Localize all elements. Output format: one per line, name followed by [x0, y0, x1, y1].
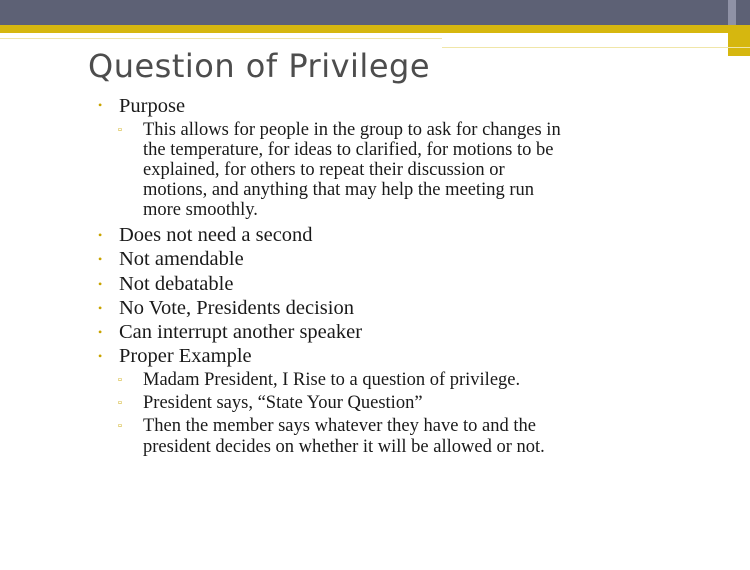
bullet-icon: •	[98, 277, 103, 291]
sub-list-item-line: the temperature, for ideas to clarified, for motions to be	[143, 140, 554, 160]
sub-list-item-line: more smoothly.	[143, 200, 258, 220]
sub-list-item-line: president decides on whether it will be allowed or not.	[143, 437, 545, 457]
list-item: Does not need a second	[119, 224, 313, 246]
list-item: Proper Example	[119, 345, 252, 367]
sub-bullet-icon: ▫	[118, 124, 122, 136]
list-item: Can interrupt another speaker	[119, 321, 363, 343]
bullet-icon: •	[98, 98, 103, 112]
sub-list-item: Madam President, I Rise to a question of privilege.	[143, 370, 521, 390]
list-item: Not amendable	[119, 248, 244, 270]
sub-list-item-line: explained, for others to repeat their discussion or	[143, 160, 505, 180]
list-item: Purpose	[119, 95, 186, 117]
sub-list-item-line: This allows for people in the group to ask for changes in	[143, 120, 561, 140]
sub-bullet-icon: ▫	[118, 374, 122, 386]
list-item: Not debatable	[119, 273, 234, 295]
bullet-icon: •	[98, 349, 103, 363]
sub-list-item-line: motions, and anything that may help the meeting run	[143, 180, 534, 200]
bullet-icon: •	[98, 252, 103, 266]
bullet-icon: •	[98, 325, 103, 339]
slide-title: Question of Privilege	[88, 47, 430, 85]
bullet-icon: •	[98, 228, 103, 242]
sub-list-item: President says, “State Your Question”	[143, 393, 423, 413]
bullet-icon: •	[98, 301, 103, 315]
sub-bullet-icon: ▫	[118, 397, 122, 409]
sub-bullet-icon: ▫	[118, 420, 122, 432]
sub-list-item-line: Then the member says whatever they have to and the	[143, 416, 536, 436]
list-item: No Vote, Presidents decision	[119, 297, 354, 319]
